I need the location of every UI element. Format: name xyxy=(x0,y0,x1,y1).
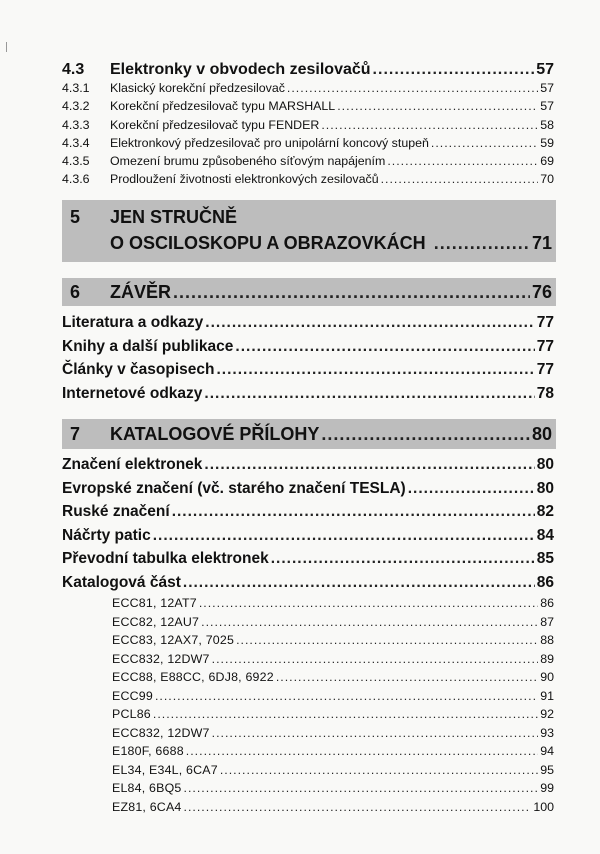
entry-number: 4.3.4 xyxy=(62,136,90,150)
entry-title: Značení elektronek xyxy=(62,456,203,473)
catalog-entry[interactable] xyxy=(112,744,554,758)
entry-number: 4.3.6 xyxy=(62,172,90,186)
entry-title: Knihy a další publikace xyxy=(62,338,234,355)
leader-dots xyxy=(373,61,535,79)
leader-dots xyxy=(276,670,538,684)
entry-title: ECC82, 12AU7 xyxy=(112,615,200,629)
leader-dots xyxy=(431,136,538,150)
leader-dots xyxy=(173,282,530,303)
chapter-7-bar[interactable] xyxy=(62,419,556,449)
chapter-7-line xyxy=(70,424,552,445)
leader-dots xyxy=(321,424,530,445)
catalog-entry[interactable] xyxy=(112,596,554,610)
chapter-number: 5 xyxy=(70,207,81,227)
entry-page: 95 xyxy=(540,763,554,777)
entry-title: EL84, 6BQ5 xyxy=(112,781,182,795)
catalog-entry[interactable] xyxy=(112,763,554,777)
chapter-number: 6 xyxy=(70,282,81,302)
catalog-entry[interactable] xyxy=(112,781,554,795)
entry-title: EZ81, 6CA4 xyxy=(112,800,182,814)
entry-number: 4.3.1 xyxy=(62,81,90,95)
entry-page: 100 xyxy=(533,800,554,814)
leader-dots xyxy=(337,99,538,113)
leader-dots xyxy=(387,154,538,168)
entry-page: 57 xyxy=(540,99,554,113)
leader-dots xyxy=(201,615,538,629)
catalog-entry[interactable] xyxy=(112,633,554,647)
entry-page: 86 xyxy=(540,596,554,610)
toc-entry-4-3[interactable] xyxy=(62,61,554,79)
scan-mark xyxy=(6,42,7,52)
entry-page: 99 xyxy=(540,781,554,795)
toc-entry-4-3-2[interactable] xyxy=(62,99,554,118)
toc-entry-clanky[interactable] xyxy=(62,361,554,379)
chapter-page: 76 xyxy=(531,282,552,302)
toc-entry-knihy[interactable] xyxy=(62,338,554,356)
chapter-title: KATALOGOVÉ PŘÍLOHY xyxy=(110,424,320,444)
entry-page: 57 xyxy=(536,61,554,78)
entry-page: 59 xyxy=(540,136,554,150)
leader-dots xyxy=(235,338,534,356)
entry-title: Elektronkový předzesilovač pro unipolární koncový stupeň xyxy=(110,136,429,150)
entry-page: 70 xyxy=(540,172,554,186)
entry-title: Klasický korekční předzesilovač xyxy=(110,81,285,95)
leader-dots xyxy=(236,633,538,647)
leader-dots xyxy=(204,456,534,474)
entry-page: 77 xyxy=(536,338,554,355)
entry-page: 91 xyxy=(540,689,554,703)
leader-dots xyxy=(212,652,539,666)
leader-dots xyxy=(199,596,538,610)
catalog-entry[interactable] xyxy=(112,707,554,721)
toc-entry-literatura[interactable] xyxy=(62,314,554,332)
entry-title: Prodloužení životnosti elektronkových zesilovačů xyxy=(110,172,379,186)
leader-dots xyxy=(434,233,530,254)
entry-title: Ruské značení xyxy=(62,503,170,520)
entry-page: 57 xyxy=(540,81,554,95)
entry-page: 58 xyxy=(540,118,554,132)
entry-number: 4.3.2 xyxy=(62,99,90,113)
entry-page: 69 xyxy=(540,154,554,168)
entry-page: 87 xyxy=(540,615,554,629)
leader-dots xyxy=(217,361,535,379)
entry-title: EL34, E34L, 6CA7 xyxy=(112,763,218,777)
entry-title: Články v časopisech xyxy=(62,361,215,378)
entry-page: 89 xyxy=(540,652,554,666)
entry-page: 94 xyxy=(540,744,554,758)
entry-title: Náčrty patic xyxy=(62,527,151,544)
catalog-entry[interactable] xyxy=(112,726,554,740)
entry-page: 80 xyxy=(536,456,554,473)
entry-title: ECC88, E88CC, 6DJ8, 6922 xyxy=(112,670,274,684)
chapter-6-line xyxy=(70,282,552,303)
leader-dots xyxy=(186,744,538,758)
chapter-5-bar[interactable] xyxy=(62,200,556,262)
catalog-entry[interactable] xyxy=(112,670,554,684)
toc-entry-katalogova[interactable] xyxy=(62,574,554,592)
entry-page: 86 xyxy=(536,574,554,591)
catalog-entry[interactable] xyxy=(112,615,554,629)
leader-dots xyxy=(184,800,532,814)
chapter-number: 7 xyxy=(70,424,81,444)
toc-entry-4-3-1[interactable] xyxy=(62,81,554,100)
entry-title: ECC832, 12DW7 xyxy=(112,652,210,666)
entry-title: ECC832, 12DW7 xyxy=(112,726,210,740)
entry-title: ECC99 xyxy=(112,689,153,703)
entry-page: 90 xyxy=(540,670,554,684)
entry-title: PCL86 xyxy=(112,707,151,721)
leader-dots xyxy=(321,118,538,132)
leader-dots xyxy=(153,527,535,545)
entry-title: Internetové odkazy xyxy=(62,385,203,402)
toc-entry-4-3-4[interactable] xyxy=(62,136,554,155)
catalog-entry[interactable] xyxy=(112,652,554,666)
toc-entry-4-3-6[interactable] xyxy=(62,172,554,191)
entry-title: Evropské značení (vč. starého značení TESLA) xyxy=(62,480,406,497)
toc-entry-evropske[interactable] xyxy=(62,480,554,498)
entry-page: 78 xyxy=(536,385,554,402)
entry-page: 84 xyxy=(536,527,554,544)
leader-dots xyxy=(287,81,538,95)
entry-page: 77 xyxy=(536,314,554,331)
entry-title: Literatura a odkazy xyxy=(62,314,204,331)
chapter-page: 71 xyxy=(531,233,552,253)
entry-page: 93 xyxy=(540,726,554,740)
toc-entry-znaceni[interactable] xyxy=(62,456,554,474)
entry-title: ECC81, 12AT7 xyxy=(112,596,197,610)
leader-dots xyxy=(183,574,535,592)
leader-dots xyxy=(204,385,534,403)
entry-number: 4.3.3 xyxy=(62,118,90,132)
leader-dots xyxy=(212,726,539,740)
entry-title: Elektronky v obvodech zesilovačů xyxy=(110,61,371,78)
chapter-5-line2 xyxy=(110,233,552,254)
entry-title: Katalogová část xyxy=(62,574,181,591)
catalog-entry[interactable] xyxy=(112,800,554,814)
entry-page: 82 xyxy=(536,503,554,520)
entry-title: Korekční předzesilovač typu MARSHALL xyxy=(110,99,336,113)
entry-title: Omezení brumu způsobeného síťovým napájením xyxy=(110,154,386,168)
toc-entry-internet[interactable] xyxy=(62,385,554,403)
entry-page: 80 xyxy=(536,480,554,497)
entry-page: 85 xyxy=(536,550,554,567)
chapter-title-line1: JEN STRUČNĚ xyxy=(110,207,238,227)
chapter-title-line2: O OSCILOSKOPU A OBRAZOVKÁCH xyxy=(110,233,426,253)
leader-dots xyxy=(220,763,538,777)
entry-page: 88 xyxy=(540,633,554,647)
entry-number: 4.3.5 xyxy=(62,154,90,168)
leader-dots xyxy=(155,689,538,703)
entry-title: Převodní tabulka elektronek xyxy=(62,550,269,567)
entry-page: 77 xyxy=(536,361,554,378)
leader-dots xyxy=(205,314,534,332)
toc-entry-4-3-5[interactable] xyxy=(62,154,554,173)
chapter-title: ZÁVĚR xyxy=(110,282,172,302)
entry-title: E180F, 6688 xyxy=(112,744,184,758)
entry-page: 92 xyxy=(540,707,554,721)
entry-title: ECC83, 12AX7, 7025 xyxy=(112,633,235,647)
toc-entry-ruske[interactable] xyxy=(62,503,554,521)
chapter-page: 80 xyxy=(531,424,552,444)
chapter-6-bar[interactable] xyxy=(62,278,556,306)
entry-title: Korekční předzesilovač typu FENDER xyxy=(110,118,320,132)
toc-entry-patice[interactable] xyxy=(62,527,554,545)
entry-number: 4.3 xyxy=(62,61,85,78)
leader-dots xyxy=(153,707,538,721)
toc-entry-prevodni[interactable] xyxy=(62,550,554,568)
leader-dots xyxy=(271,550,535,568)
leader-dots xyxy=(172,503,535,521)
leader-dots xyxy=(408,480,535,498)
leader-dots xyxy=(381,172,539,186)
chapter-5-line1 xyxy=(70,207,550,228)
toc-entry-4-3-3[interactable] xyxy=(62,118,554,137)
leader-dots xyxy=(184,781,539,795)
catalog-entry[interactable] xyxy=(112,689,554,703)
